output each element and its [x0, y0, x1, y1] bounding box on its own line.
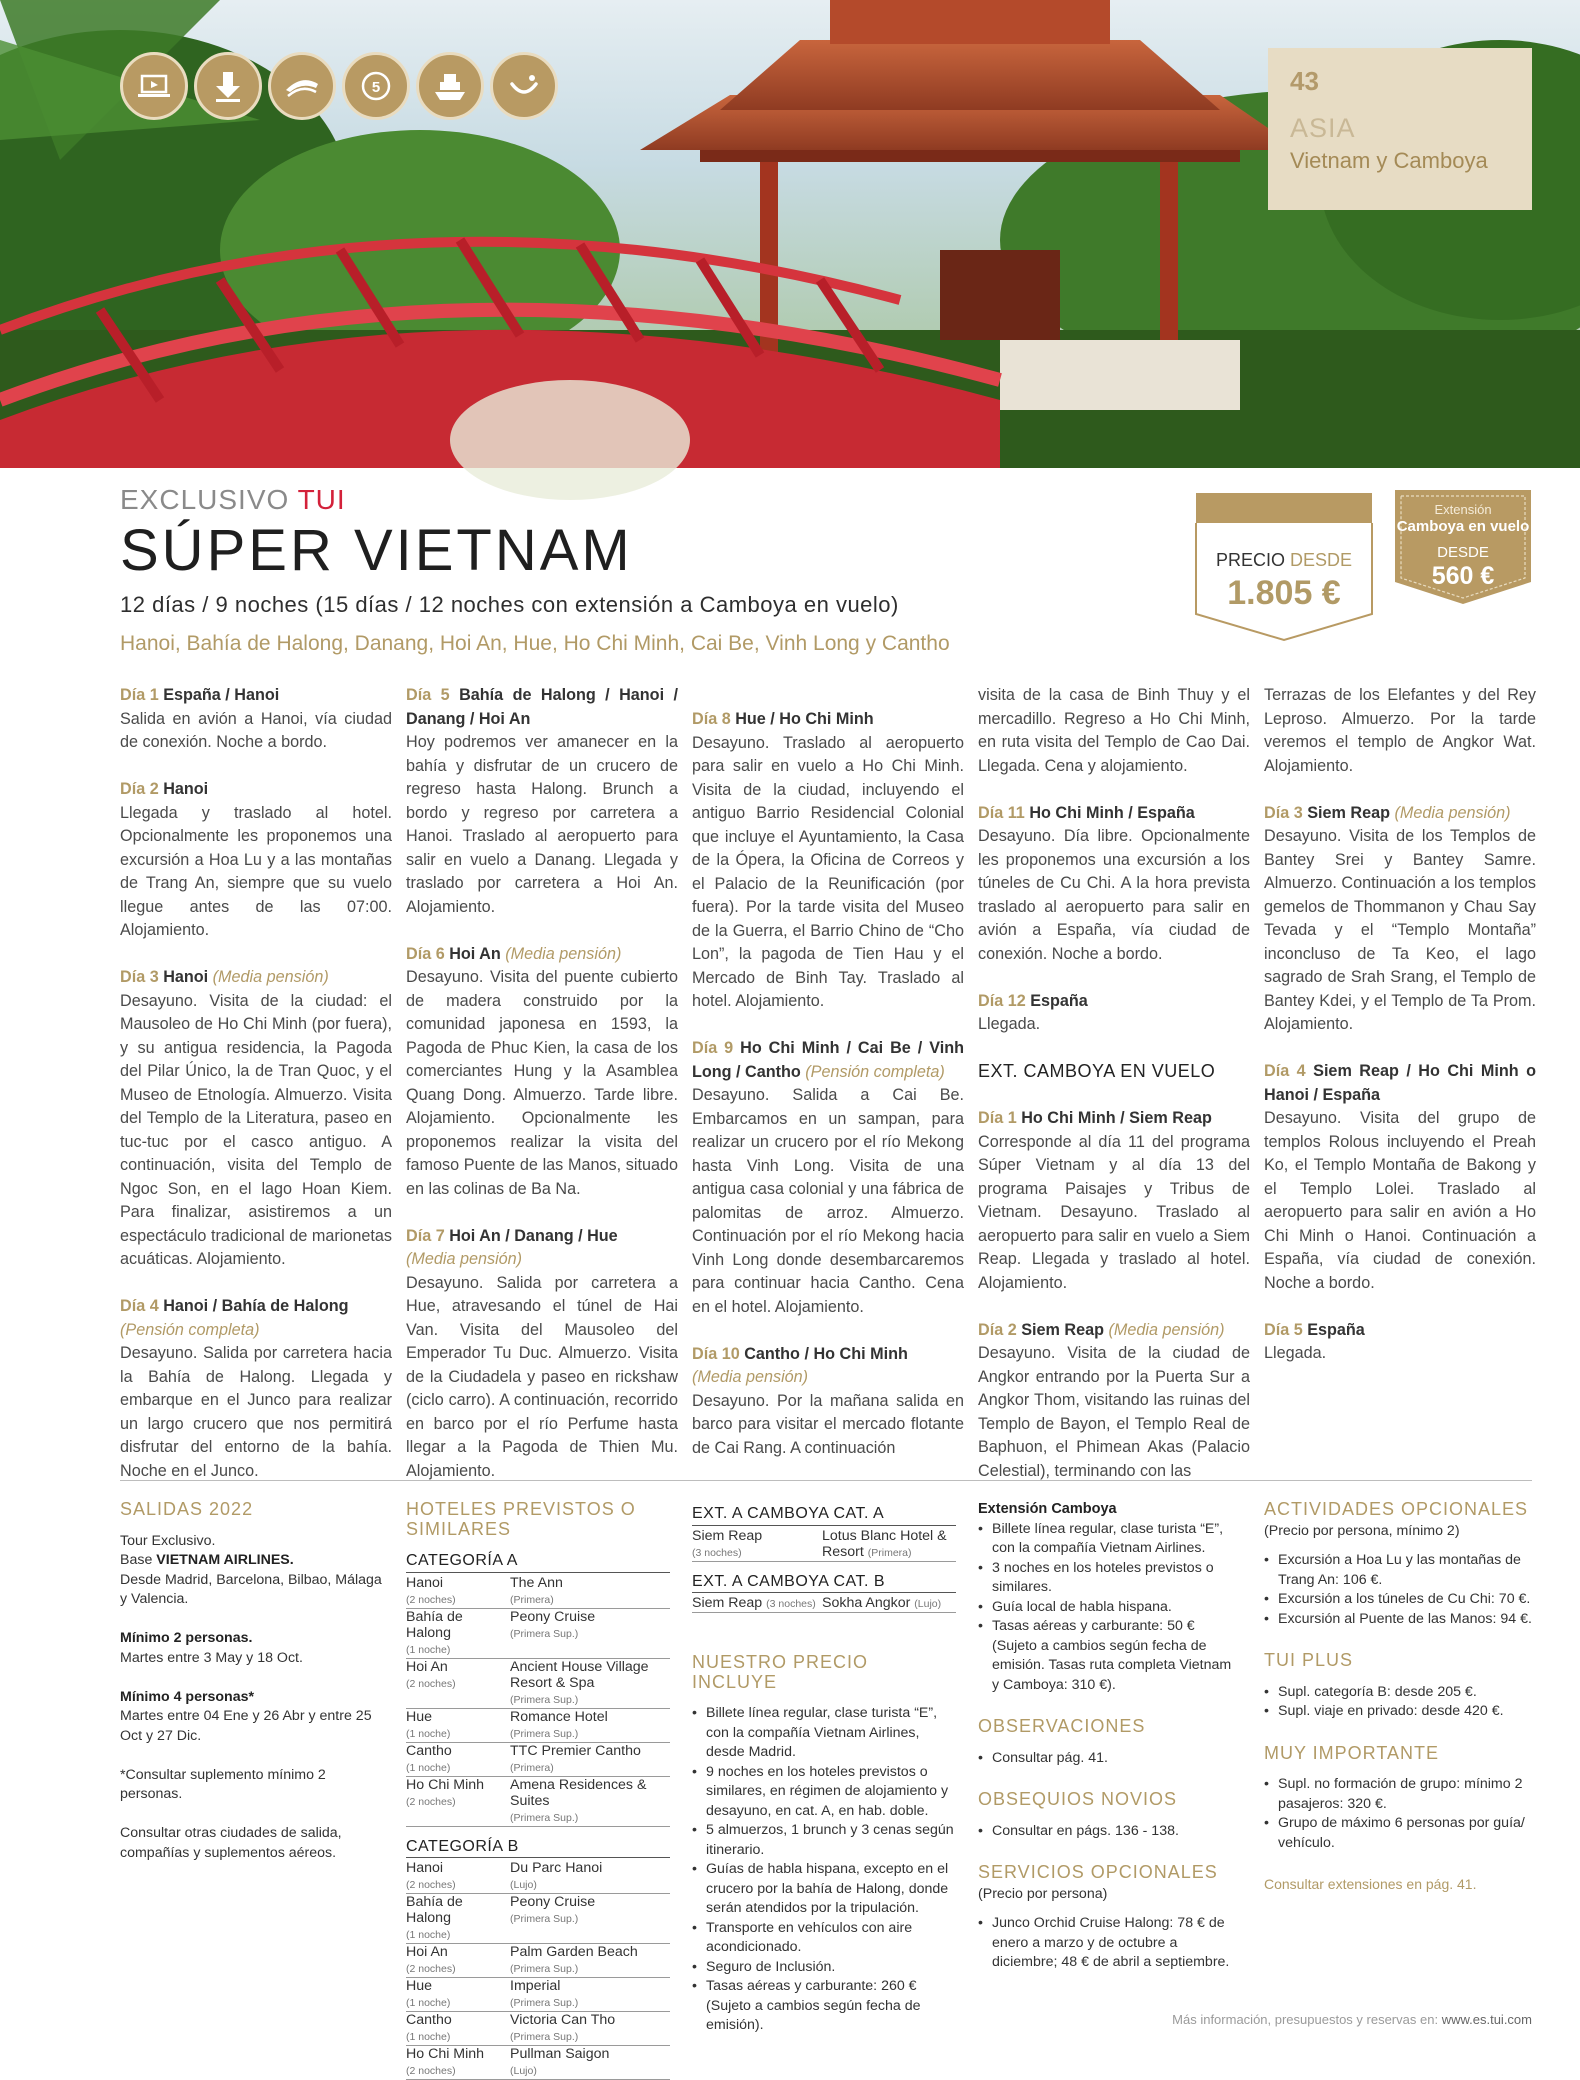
day-8: [692, 708, 964, 1014]
footer-text: Más información, presupuestos y reservas en:: [1172, 2012, 1439, 2027]
hotel-category: (Lujo): [510, 2065, 537, 2077]
ext-name: Camboya en vuelo: [1396, 518, 1530, 535]
itinerary-column-3: [692, 708, 964, 1484]
hotel-city: Siem Reap: [692, 1527, 763, 1544]
price-value: 1.805 €: [1227, 574, 1341, 612]
hotel-name: TTC Premier Cantho: [510, 1742, 641, 1759]
day-heading: [120, 1295, 392, 1342]
day-number: Día 4: [1264, 1062, 1306, 1080]
min4-text: Martes entre 04 Ene y 26 Abr y entre 25 Oct y 27 Dic.: [120, 1708, 372, 1744]
country-label: Vietnam y Camboya: [1290, 148, 1488, 173]
hotel-name: Victoria Can Tho: [510, 2012, 616, 2028]
services-heading: SERVICIOS OPCIONALES: [978, 1862, 1218, 1882]
base-prefix: Base: [120, 1552, 153, 1568]
hotel-city-cell: [406, 1978, 510, 2012]
day-title: Hanoi: [163, 968, 209, 986]
day-12: [978, 990, 1250, 1037]
category-a-table: [406, 1575, 670, 1827]
day-number: Día 1: [120, 686, 159, 704]
day-text: Hoy podremos ver amanecer en la bahía y disfrutar de un crucero de regreso hasta Halong. Brunch a bordo y regreso por carretera a Hanoi. Traslado al aeropuerto para salir en vuelo a Danang. Llegada y traslado por carretera a Hoi An. Alojamiento.: [406, 733, 678, 916]
day-7: [406, 1225, 678, 1484]
duration-text: 12 días / 9 noches (15 días / 12 noches con extensión a Camboya en vuelo): [120, 592, 899, 617]
day-title: Ho Chi Minh / España: [1029, 803, 1195, 822]
hotel-nights: (1 noche): [406, 2031, 451, 2043]
day-text: Llegada.: [1264, 1344, 1327, 1362]
category-b-heading: CATEGORÍA B: [406, 1837, 670, 1859]
day-number: Día 5: [1264, 1320, 1303, 1339]
day-title: Hanoi / Bahía de Halong: [163, 1297, 349, 1315]
meal-plan: (Media pensión): [406, 1250, 523, 1268]
day-title: Siem Reap: [1021, 1320, 1104, 1339]
day-title: España: [1030, 991, 1088, 1010]
list-item: • Billete línea regular, clase turista “E”, con la compañía Vietnam Airlines.: [978, 1520, 1242, 1559]
hotel-name-cell: [510, 2046, 670, 2080]
day-4: [120, 1295, 392, 1483]
hotel-city-cell: [406, 1742, 510, 1776]
day-number: Día 3: [120, 968, 159, 986]
list-item: • Billete línea regular, clase turista “E”, con la compañía Vietnam Airlines, desde Madrid.: [692, 1704, 956, 1763]
hotel-city: Ho Chi Minh: [406, 1776, 485, 1793]
day-heading: [406, 684, 678, 731]
hotel-name: Sokha Angkor: [822, 1595, 911, 1611]
hotel-category: (Primera Sup.): [510, 2031, 579, 2043]
hotel-name-cell: [510, 1742, 670, 1776]
list-item: • Tasas aéreas y carburante: 260 € (Sujeto a cambios según fecha de emisión).: [692, 1977, 956, 2036]
list-item: • Supl. categoría B: desde 205 €.: [1264, 1683, 1532, 1703]
hotel-nights: (2 noches): [406, 1963, 456, 1975]
table-row: [406, 1608, 670, 1658]
hotel-category: (Primera Sup.): [510, 1727, 579, 1740]
hotel-city: Bahía de Halong: [406, 1608, 463, 1641]
day-title: Hoi An: [449, 944, 501, 963]
day-number: Día 1: [978, 1109, 1017, 1127]
services-subheading: (Precio por persona): [978, 1885, 1108, 1902]
hotel-category: (Primera): [867, 1546, 912, 1559]
hotel-name: Imperial: [510, 1978, 561, 1994]
meal-plan: (Media pensión): [1108, 1320, 1225, 1339]
day-11: [978, 802, 1250, 967]
ext-label: Extensión: [1434, 502, 1492, 517]
gifts-list: [978, 1822, 1242, 1842]
price-label-text: PRECIO: [1215, 550, 1285, 570]
day-text: Corresponde al día 11 del programa Súper Vietnam y al día 13 del programa Paisajes y Tribus de Vietnam. Desayuno. Traslado al aeropuerto para salir en vuelo a Siem Reap. Llegada y traslado al hotel. Alojamiento.: [978, 1132, 1250, 1292]
includes-heading: NUESTRO PRECIO INCLUYE: [692, 1652, 869, 1692]
hotel-city: Hoi An: [406, 1944, 448, 1960]
hotel-category: (Primera): [510, 1761, 554, 1774]
hotel-name: Romance Hotel: [510, 1708, 608, 1725]
day-number: Día 12: [978, 991, 1026, 1010]
extensions-link[interactable]: Consultar extensiones en pág. 41.: [1264, 1876, 1477, 1892]
section-divider: [120, 1480, 1532, 1481]
itinerary-column-2: [406, 684, 678, 1507]
category-b-table: [406, 1860, 670, 2080]
ext-day-4: [1264, 1060, 1536, 1295]
footer: [1000, 2012, 1532, 2027]
hotel-name-cell: [510, 1860, 670, 1894]
hotel-nights: (1 noche): [406, 1727, 451, 1740]
day-text: Desayuno. Visita del grupo de templos Rolous incluyendo el Preah Ko, el Templo Montaña de Bakong y el Templo Lolei. Traslado al aeropuerto para salir en avión a Ho Chi Minh o Hanoi. Continuación a España, vía ciudad de conexión. Noche a bordo.: [1264, 1109, 1536, 1292]
day-number: Día 6: [406, 944, 445, 963]
hotel-city: Cantho: [406, 2012, 452, 2028]
day-heading: [1264, 802, 1536, 826]
day-number: Día 7: [406, 1226, 445, 1245]
list-item: • Supl. no formación de grupo: mínimo 2 pasajeros: 320 €.: [1264, 1775, 1532, 1814]
hotel-name-cell: [822, 1528, 956, 1562]
region-label: ASIA: [1290, 113, 1356, 143]
hotel-name: Du Parc Hanoi: [510, 1860, 603, 1876]
day-10: [692, 1343, 964, 1461]
hotel-name-cell: [510, 1776, 670, 1826]
day-text: Desayuno. Visita de la ciudad de Angkor entrando por la Puerta Sur a Angkor Thom, visitando las ruinas del Templo de Bayon, el Templo Real de Baphuon, el Phimean Akas (Palacio Celestial), terminando con las: [978, 1344, 1250, 1480]
ext-day-2-continued: Terrazas de los Elefantes y del Rey Leproso. Almuerzo. Por la tarde veremos el templo de Angkor Wat. Alojamiento.: [1264, 686, 1536, 775]
departures-heading: SALIDAS 2022: [120, 1499, 254, 1519]
important-heading: MUY IMPORTANTE: [1264, 1742, 1440, 1763]
list-item: • Excursión a Hoa Lu y las montañas de Trang An: 106 €.: [1264, 1551, 1532, 1590]
ext-from: DESDE: [1437, 544, 1489, 561]
meal-plan: (Pensión completa): [805, 1062, 945, 1081]
observations-heading: OBSERVACIONES: [978, 1716, 1146, 1736]
hotel-city-cell: [406, 1860, 510, 1894]
table-row: [406, 1742, 670, 1776]
includes-list: [692, 1704, 956, 2036]
hotel-city: Hoi An: [406, 1658, 448, 1675]
day-heading: [120, 684, 392, 708]
list-item: • Consultar en págs. 136 - 138.: [978, 1822, 1242, 1842]
day-2: [120, 778, 392, 943]
activities-heading: ACTIVIDADES OPCIONALES: [1264, 1499, 1529, 1519]
hotel-city-cell: [406, 1575, 510, 1609]
table-row: [406, 1575, 670, 1609]
hotels-heading: HOTELES PREVISTOS O SIMILARES: [406, 1499, 636, 1539]
hotel-city: Bahía de Halong: [406, 1894, 463, 1926]
hotel-name-cell: [510, 1608, 670, 1658]
hotel-city-cell: [406, 1944, 510, 1978]
day-10-continued: visita de la casa de Binh Thuy y el mercadillo. Regreso a Ho Chi Minh, en ruta visita del Templo de Cao Dai. Llegada. Cena y alojamiento.: [978, 686, 1250, 775]
hotel-city-cell: [406, 1708, 510, 1742]
itinerary-column-4: [978, 684, 1250, 1507]
meal-plan: (Media pensión): [212, 968, 329, 986]
day-title: Hanoi: [163, 780, 209, 798]
hotel-name-cell: [510, 1894, 670, 1944]
page-tag: [1268, 48, 1532, 210]
hotel-category: (Lujo): [914, 1598, 942, 1610]
table-row: [406, 1708, 670, 1742]
ext-day-2: [978, 1319, 1250, 1484]
extension-heading: EXT. CAMBOYA EN VUELO: [978, 1061, 1216, 1081]
day-number: Día 8: [692, 710, 731, 728]
hotel-category: (Primera Sup.): [510, 1963, 579, 1975]
hotel-city-cell: [406, 2046, 510, 2080]
day-title: Siem Reap: [1307, 803, 1390, 822]
meal-plan: (Pensión completa): [120, 1320, 260, 1339]
hotel-category: (Lujo): [510, 1879, 537, 1891]
hotel-name: Pullman Saigon: [510, 2046, 610, 2062]
extension-list: [978, 1520, 1242, 1696]
hotel-name: Lotus Blanc Hotel & Resort: [822, 1527, 947, 1560]
download-icon: [194, 52, 262, 120]
hotel-city-cell: [406, 2012, 510, 2046]
list-item: • Guía local de habla hispana.: [978, 1598, 1242, 1618]
list-item: • Transporte en vehículos con aire acondicionado.: [692, 1919, 956, 1958]
hotel-city: Siem Reap: [692, 1595, 763, 1611]
ext-cat-a-heading: EXT. A CAMBOYA CAT. A: [692, 1504, 956, 1526]
hotel-name-cell: [510, 2012, 670, 2046]
day-title: España: [1307, 1320, 1365, 1339]
list-item: • Excursión al Puente de las Manos: 94 €.: [1264, 1610, 1532, 1630]
hotel-name: Ancient House Village Resort & Spa: [510, 1658, 649, 1691]
5-percent-icon: [342, 52, 410, 120]
table-row: [406, 2012, 670, 2046]
day-text: Desayuno. Salida por carretera hacia la Bahía de Halong. Llegada y embarque en el Junco para realizar un largo crucero que nos permitirá disfrutar del entorno de la bahía. Noche en el Junco.: [120, 1344, 392, 1480]
price-badge: [1195, 492, 1373, 642]
day-title: España / Hanoi: [163, 686, 280, 704]
route-text: Hanoi, Bahía de Halong, Danang, Hoi An, Hue, Ho Chi Minh, Cai Be, Vinh Long y Cantho: [120, 632, 950, 655]
day-number: Día 5: [406, 686, 450, 704]
hotel-nights: (1 noche): [406, 1997, 451, 2009]
price-from: DESDE: [1290, 550, 1353, 570]
day-number: Día 4: [120, 1297, 159, 1315]
hotel-name-cell: [822, 1595, 956, 1613]
tour-type: Tour Exclusivo.: [120, 1532, 216, 1549]
day-heading: [692, 708, 964, 732]
min2-title: Mínimo 2 personas.: [120, 1630, 253, 1646]
table-row: [406, 2046, 670, 2080]
list-item: • Consultar pág. 41.: [978, 1749, 1242, 1769]
price-label: [1195, 550, 1373, 571]
meal-plan: (Media pensión): [692, 1368, 809, 1386]
day-number: Día 9: [692, 1039, 734, 1057]
hotel-city-cell: [406, 1776, 510, 1826]
exclusive-label: [120, 484, 1180, 516]
hotel-name: Peony Cruise: [510, 1894, 596, 1910]
min2-text: Martes entre 3 May y 18 Oct.: [120, 1649, 303, 1666]
hotel-nights: (2 noches): [406, 1593, 456, 1606]
base-airline: [120, 1551, 388, 1571]
activities-section: [1264, 1500, 1532, 1895]
ext-price-value: 560 €: [1431, 562, 1495, 590]
day-heading: [978, 802, 1250, 826]
list-item: • Supl. viaje en privado: desde 420 €.: [1264, 1702, 1532, 1722]
itinerary-column-5: [1264, 684, 1536, 1389]
ext-day-5: [1264, 1319, 1536, 1366]
day-text: Llegada.: [978, 1015, 1041, 1033]
list-item: • Seguro de Inclusión.: [692, 1958, 956, 1978]
day-number: Día 11: [978, 803, 1025, 822]
day-title: Hoi An / Danang / Hue: [449, 1226, 618, 1245]
list-item: • 3 noches en los hoteles previstos o similares.: [978, 1559, 1242, 1598]
departures-section: [120, 1500, 388, 1863]
hotel-category: (Primera Sup.): [510, 1693, 579, 1706]
hotel-category: (Primera Sup.): [510, 1997, 579, 2009]
table-row: [692, 1528, 956, 1562]
hotels-section: [406, 1500, 670, 2080]
tui-plus-list: [1264, 1683, 1532, 1722]
feature-icons-row: [120, 52, 558, 120]
important-list: [1264, 1775, 1532, 1853]
laptop-icon: [120, 52, 188, 120]
min4-title: Mínimo 4 personas*: [120, 1688, 255, 1705]
hotel-name: Palm Garden Beach: [510, 1944, 638, 1960]
footer-url[interactable]: www.es.tui.com: [1441, 2012, 1532, 2027]
table-row: [406, 1978, 670, 2012]
hotel-category: (Primera): [510, 1593, 554, 1606]
ext-cat-b-heading: EXT. A CAMBOYA CAT. B: [692, 1572, 956, 1594]
hotel-name-cell: [510, 1658, 670, 1708]
day-heading: [978, 1107, 1250, 1131]
ext-cat-b-table: [692, 1595, 956, 1613]
hotel-city-cell: [692, 1595, 822, 1613]
day-title: Ho Chi Minh / Cai Be / Vinh Long / Cantho: [692, 1039, 964, 1081]
day-text: Desayuno. Salida por carretera a Hue, atravesando el túnel de Hai Van. Visita del Mausoleo del Emperador Tu Duc. Almuerzo. Visita de la Ciudadela y paseo en rickshaw (ciclo carro). A continuación, recorrido en barco por el río Perfume hasta llegar a la Pagoda de Thien Mu. Alojamiento.: [406, 1273, 678, 1480]
title-block: [120, 484, 1180, 656]
day-heading: [978, 990, 1250, 1014]
category-a-heading: CATEGORÍA A: [406, 1551, 670, 1573]
hotel-name-cell: [510, 1575, 670, 1609]
list-item: • Tasas aéreas y carburante: 50 € (Sujeto a cambios según fecha de emisión. Tasas ruta completa Vietnam y Camboya: 310 €).: [978, 1617, 1242, 1695]
list-item: • Grupo de máximo 6 personas por guía/ vehículo.: [1264, 1814, 1532, 1853]
extension-price-badge: [1395, 490, 1531, 606]
includes-section: [692, 1500, 956, 2036]
itinerary-column-1: [120, 684, 392, 1507]
meal-plan: (Media pensión): [505, 944, 622, 963]
day-heading: [1264, 1060, 1536, 1107]
ext-day-1: [978, 1107, 1250, 1295]
day-heading: [406, 943, 678, 967]
day-text: Desayuno. Traslado al aeropuerto para salir en vuelo a Ho Chi Minh. Visita de la ciudad, incluyendo el antiguo Barrio Residencial Colonial que incluye el Ayuntamiento, la Casa de la Ópera, la Oficina de Correos y el Palacio de la Reunificación (por fuera). Por la tarde visita del Museo de la Guerra, el Barrio Chino de “Cho Lon”, la pagoda de Tien Hau y el Mercado de Binh Tay. Traslado al hotel. Alojamiento.: [692, 733, 964, 1010]
hotel-category: (Primera Sup.): [510, 1811, 579, 1824]
hotel-name: Peony Cruise: [510, 1608, 596, 1625]
hotel-nights: (1 noche): [406, 1929, 451, 1941]
svg-text:5: 5: [371, 79, 381, 96]
hotel-name: Amena Residences & Suites: [510, 1776, 647, 1809]
day-title: Hue / Ho Chi Minh: [735, 710, 874, 728]
day-6: [406, 943, 678, 1202]
hotel-city: Cantho: [406, 1742, 452, 1759]
observations-list: [978, 1749, 1242, 1769]
table-row: [406, 1860, 670, 1894]
day-heading: [406, 1225, 678, 1272]
extension-heading-small: Extensión Camboya: [978, 1501, 1117, 1517]
day-title: Bahía de Halong / Hanoi / Danang / Hoi An: [406, 686, 678, 728]
hotel-nights: (2 noches): [406, 1879, 456, 1891]
hotel-nights: (2 noches): [406, 1795, 456, 1808]
hotel-nights: (1 noche): [406, 1761, 451, 1774]
day-number: Día 2: [978, 1320, 1017, 1339]
hotel-nights: (2 noches): [406, 2065, 456, 2077]
hotel-name-cell: [510, 1708, 670, 1742]
hotel-nights: (3 noches): [766, 1598, 816, 1610]
day-text: Desayuno. Día libre. Opcionalmente les proponemos una excursión a los túneles de Cu Chi. A la hora prevista traslado al aeropuerto para salir en avión a España, vía ciudad de conexión. Noche a bordo.: [978, 827, 1250, 963]
day-heading: [1264, 1319, 1536, 1343]
day-text: Desayuno. Por la mañana salida en barco para visitar el mercado flotante de Cai Rang. A continuación: [692, 1391, 964, 1457]
table-row: [406, 1658, 670, 1708]
day-text: Salida en avión a Hanoi, vía ciudad de conexión. Noche a bordo.: [120, 709, 392, 751]
table-row: [406, 1776, 670, 1826]
hero-image: [0, 0, 1580, 468]
min2-note: *Consultar suplemento mínimo 2 personas.: [120, 1766, 326, 1802]
list-item: • Guías de habla hispana, excepto en el crucero por la bahía de Halong, donde serán atendidos por la tripulación.: [692, 1860, 956, 1919]
day-number: Día 3: [1264, 803, 1303, 822]
day-heading: [978, 1319, 1250, 1343]
day-5: [406, 684, 678, 919]
other-cities-note: Consultar otras ciudades de salida, compañías y suplementos aéreos.: [120, 1825, 342, 1861]
day-text: Desayuno. Visita del puente cubierto de madera construido por la comunidad japonesa en 1593, la Pagoda de Phuc Kien, la casa de los comerciantes Hung y la Asamblea Quang Dong. Almuerzo. Tarde libre. Alojamiento. Opcionalmente les proponemos realizar la visita del famoso Puente de las Manos, situado en las colinas de Ba Na.: [406, 968, 678, 1198]
day-3: [120, 966, 392, 1272]
hotel-city-cell: [406, 1894, 510, 1944]
hotel-category: (Primera Sup.): [510, 1913, 579, 1925]
brand-name: TUI: [297, 484, 346, 515]
day-heading: [692, 1343, 964, 1390]
hotel-name-cell: [510, 1978, 670, 2012]
day-1: [120, 684, 392, 755]
day-text: Desayuno. Visita de los Templos de Bantey Srei y Bantey Samre. Almuerzo. Continuación a los templos gemelos de Thommanon y Chau Say Tevada y el “Templo Montaña” inconcluso de Ta Keo, el lago sagrado de Srah Srang, el Templo de Bantey Kdei, y el Templo de Ta Prom. Alojamiento.: [1264, 827, 1536, 1033]
list-item: • 9 noches en los hoteles previstos o similares, en régimen de alojamiento y desayuno, en cat. A, en hab. doble.: [692, 1763, 956, 1822]
hotel-city-cell: [692, 1528, 822, 1562]
hotel-city-cell: [406, 1608, 510, 1658]
activities-list: [1264, 1551, 1532, 1629]
services-list: [978, 1914, 1242, 1973]
hotel-nights: (3 noches): [692, 1546, 742, 1559]
table-row: [406, 1944, 670, 1978]
day-heading: [120, 778, 392, 802]
extension-info-section: [978, 1500, 1242, 1973]
tui-plus-heading: TUI PLUS: [1264, 1650, 1354, 1670]
list-item: • Junco Orchid Cruise Halong: 78 € de enero a marzo y de octubre a diciembre; 48 € de abril a septiembre.: [978, 1914, 1242, 1973]
hotel-category: (Primera Sup.): [510, 1627, 579, 1640]
day-heading: [692, 1037, 964, 1084]
hotel-city: Hanoi: [406, 1860, 444, 1876]
hotel-name-cell: [510, 1944, 670, 1978]
gifts-heading: OBSEQUIOS NOVIOS: [978, 1789, 1178, 1809]
list-item: • 5 almuerzos, 1 brunch y 3 cenas según itinerario.: [692, 1821, 956, 1860]
hotel-city-cell: [406, 1658, 510, 1708]
exclusive-text: EXCLUSIVO: [120, 484, 290, 515]
list-item: • Excursión a los túneles de Cu Chi: 70 €.: [1264, 1590, 1532, 1610]
day-text: Desayuno. Visita de la ciudad: el Mausoleo de Ho Chi Minh (por fuera), y su antigua residencia, la Pagoda del Pilar Único, la de Tran Quoc, y el Museo de Etnología. Almuerzo. Visita del Templo de la Literatura, paseo en tuc-tuc por el casco antiguo. A continuación, visita del Templo de Ngoc Son, en el lago Hoan Kiem. Para finalizar, asistiremos a un espectáculo tradicional de marionetas acuáticas. Alojamiento.: [120, 991, 392, 1268]
activities-subheading: (Precio por persona, mínimo 2): [1264, 1522, 1460, 1539]
meal-plan: (Media pensión): [1394, 803, 1511, 822]
hotel-name: The Ann: [510, 1574, 563, 1591]
cruise-ship-icon: [416, 52, 484, 120]
hotel-nights: (2 noches): [406, 1677, 456, 1690]
hotel-nights: (1 noche): [406, 1643, 451, 1656]
hotel-city: Hue: [406, 1708, 433, 1725]
day-title: Siem Reap / Ho Chi Minh o Hanoi / España: [1264, 1062, 1536, 1104]
airline-name: VIETNAM AIRLINES.: [156, 1552, 294, 1568]
page-title: SÚPER VIETNAM: [120, 518, 633, 583]
tui-smile-icon: [490, 52, 558, 120]
flight-icon: [268, 52, 336, 120]
hotel-city: Ho Chi Minh: [406, 2046, 485, 2062]
day-title: Cantho / Ho Chi Minh: [744, 1344, 908, 1363]
day-text: Desayuno. Salida a Cai Be. Embarcamos en un sampan, para realizar un crucero por el río Mekong hasta Vinh Long. Visita de una antigua casa colonial y una fábrica de palomitas de arroz. Almuerzo. Continuación por el río Mekong hacia Vinh Long donde desembarcaremos para continuar hacia Cantho. Cena en el hotel. Alojamiento.: [692, 1086, 964, 1316]
ext-cat-a-table: [692, 1528, 956, 1562]
hotel-city: Hanoi: [406, 1574, 444, 1591]
day-title: Ho Chi Minh / Siem Reap: [1021, 1109, 1212, 1127]
page-number: 43: [1290, 66, 1319, 96]
table-row: [406, 1894, 670, 1944]
day-text: Llegada y traslado al hotel. Opcionalmente les proponemos una excursión a Hoa Lu y a las montañas de Trang An, siempre que su vuelo llegue antes de las 07:00. Alojamiento.: [120, 803, 392, 939]
hotel-city: Hue: [406, 1978, 433, 1994]
day-number: Día 10: [692, 1344, 740, 1363]
day-9: [692, 1037, 964, 1319]
day-number: Día 2: [120, 780, 159, 798]
table-row: [692, 1595, 956, 1613]
departure-cities: Desde Madrid, Barcelona, Bilbao, Málaga y Valencia.: [120, 1571, 382, 1607]
day-heading: [120, 966, 392, 990]
ext-day-3: [1264, 802, 1536, 1037]
